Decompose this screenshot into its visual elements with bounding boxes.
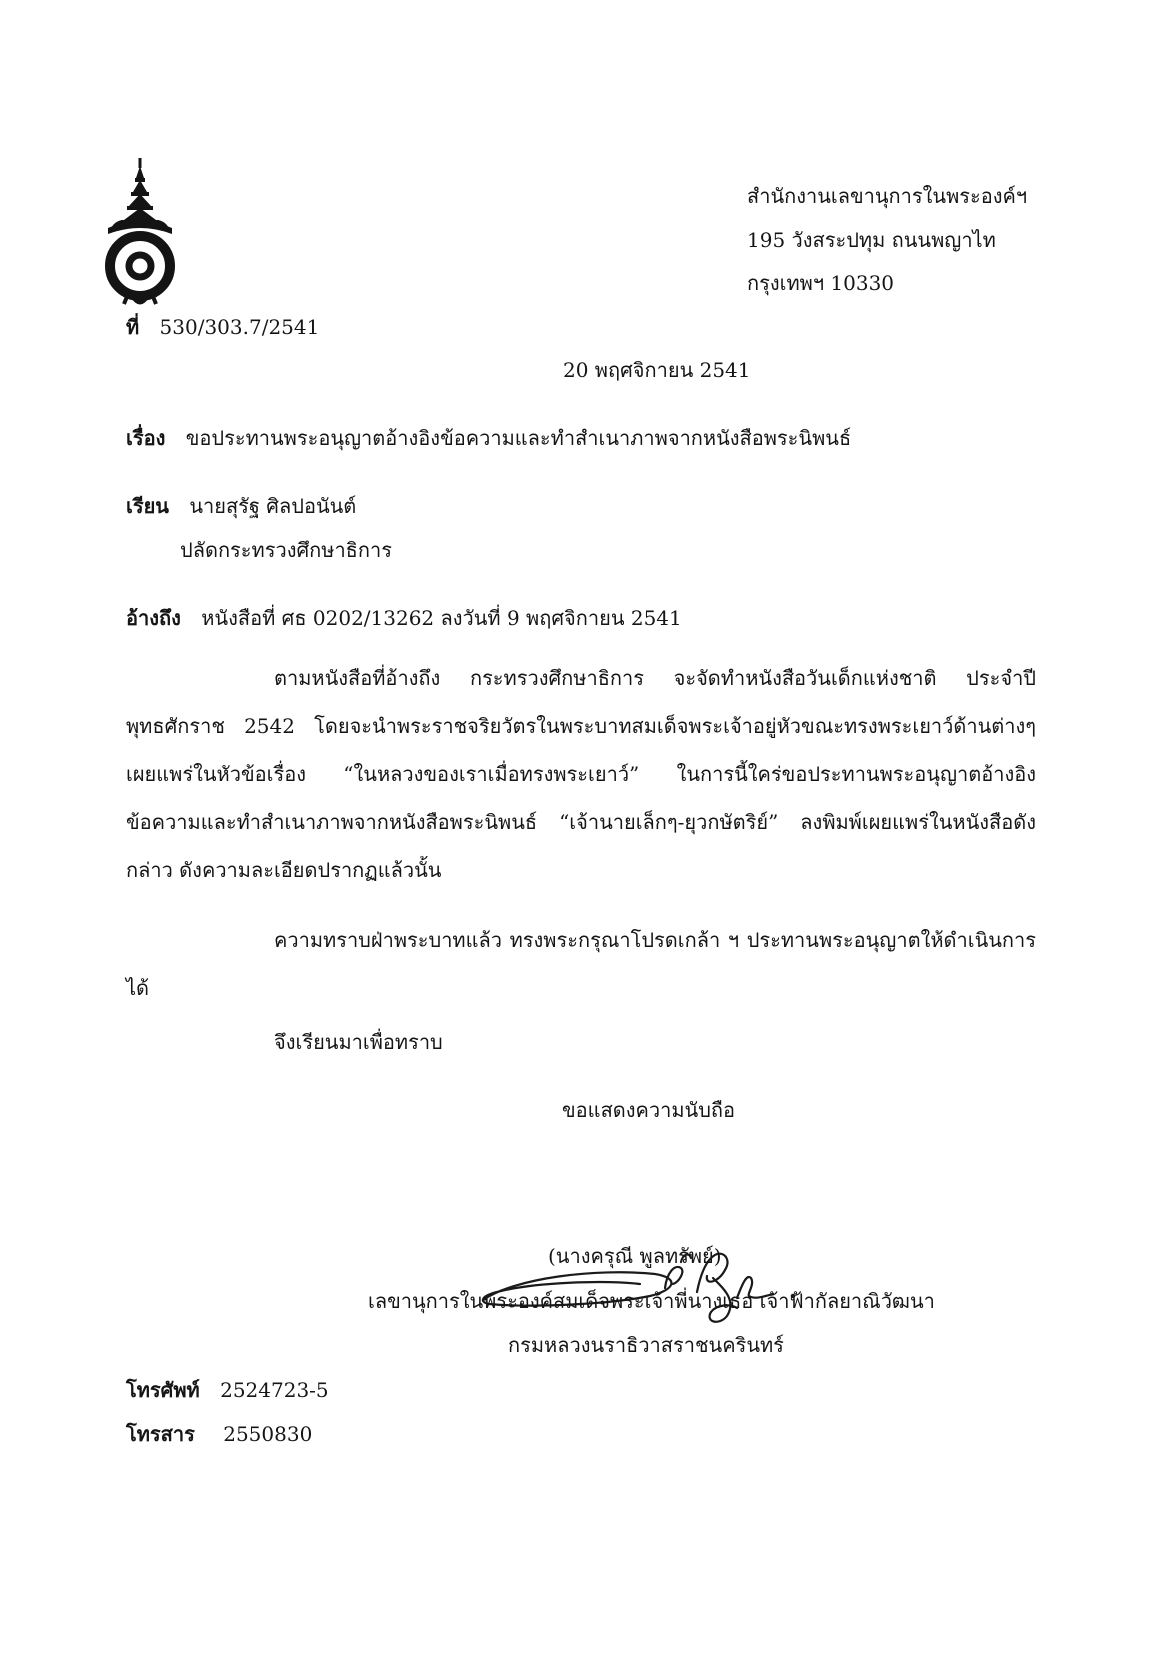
reference-text: หนังสือที่ ศธ 0202/13262 ลงวันที่ 9 พฤศจิกายน 2541 [201,606,682,630]
recipient-label: เรียน [126,494,169,518]
signatory-title-2: กรมหลวงนราธิวาสราชนครินทร์ [508,1333,784,1357]
sender-address-line1: 195 วังสระปทุม ถนนพญาไท [747,228,996,252]
reference-label: อ้างถึง [126,606,181,630]
reference-line [126,604,682,632]
reference-number-label: ที่ [126,315,140,339]
reference-number [126,313,319,341]
sender-address-line2: กรุงเทพฯ 10330 [747,271,895,295]
phone-label: โทรศัพท์ [126,1378,200,1402]
sender-office: สำนักงานเลขานุการในพระองค์ฯ [747,184,1028,208]
royal-emblem-icon [100,158,180,310]
body-paragraph-1-text: ตามหนังสือที่อ้างถึง กระทรวงศึกษาธิการ จะจัดทำหนังสือวันเด็กแห่งชาติ ประจำปีพุทธศักราช 2542 โดยจะนำพระราชจริยวัตรในพระบาทสมเด็จพระเจ้าอยู่หัวขณะทรงพระเยาว์ด้านต่างๆ เผยแพร่ในหัวข้อเรื่อง “ในหลวงของเราเมื่อทรงพระเยาว์” ในการนี้ใคร่ขอประทานพระอนุญาตอ้างอิงข้อความและทำสำเนาภาพจากหนังสือพระนิพนธ์ “เจ้านายเล็กๆ-ยุวกษัตริย์” ลงพิมพ์เผยแพร่ในหนังสือดังกล่าว ดังความละเอียดปรากฏแล้วนั้น [126,666,1036,882]
fax-label: โทรสาร [126,1422,195,1446]
closing-line: จึงเรียนมาเพื่อทราบ [274,1030,443,1054]
subject-label: เรื่อง [126,426,166,450]
phone-line [126,1376,329,1404]
fax-line [126,1420,312,1448]
subject-line [126,424,851,452]
fax-number: 2550830 [223,1422,313,1446]
recipient-line [126,492,356,520]
signatory-name: (นางครุณี พูลทรัพย์) [548,1244,722,1268]
phone-number: 2524723-5 [220,1378,329,1402]
reference-number-value: 530/303.7/2541 [159,315,320,339]
body-paragraph-2-text: ความทราบฝ่าพระบาทแล้ว ทรงพระกรุณาโปรดเกล้า ฯ ประทานพระอนุญาตให้ดำเนินการได้ [126,928,1036,1000]
body-paragraph-1 [126,654,1036,894]
subject-text: ขอประทานพระอนุญาตอ้างอิงข้อความและทำสำเนาภาพจากหนังสือพระนิพนธ์ [185,426,852,450]
recipient-position: ปลัดกระทรวงศึกษาธิการ [180,538,392,562]
closing-salutation: ขอแสดงความนับถือ [562,1098,736,1122]
letter-date: 20 พฤศจิกายน 2541 [563,358,751,382]
body-paragraph-2 [126,916,1036,1012]
recipient-name: นายสุรัฐ ศิลปอนันต์ [189,494,357,518]
signatory-title-1: เลขานุการในพระองค์สมเด็จพระเจ้าพี่นางเธอ เจ้าฟ้ากัลยาณิวัฒนา [368,1289,935,1313]
